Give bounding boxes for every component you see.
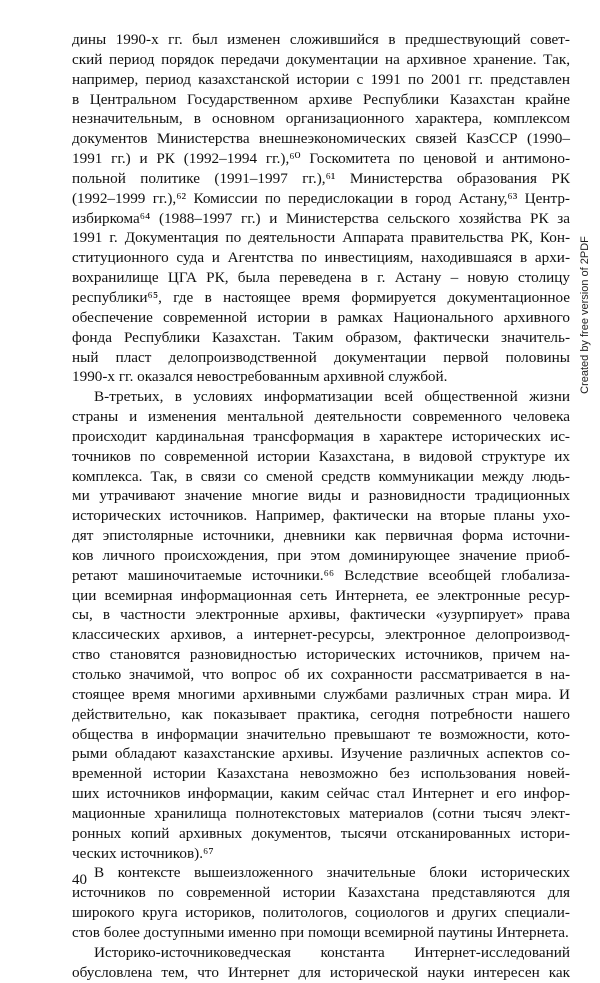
text-line: незначительным, в основном организационного характера, комплексом <box>72 110 570 128</box>
text-line: страны и изменения ментальной деятельности современного человека <box>72 408 570 426</box>
text-line: В-третьих, в условиях информатизации всей общественной жизни <box>94 388 570 406</box>
watermark-text: Created by free version of 2PDF <box>579 236 591 394</box>
text-line: временной истории Казахстана невозможно без использования новей- <box>72 765 570 783</box>
text-line: рыми обладают казахстанские архивы. Изучение различных аспектов со- <box>72 745 570 763</box>
text-line: ство становятся разновидностью исторических источников, причем на- <box>72 646 570 664</box>
paragraph-third-point <box>72 387 570 863</box>
text-line: вохранилище ЦГА РК, была переведена в г. Астану – новую столицу <box>72 269 570 287</box>
text-line: избиркома⁶⁴ (1988–1997 гг.) и Министерства сельского хозяйства РК за <box>72 209 570 227</box>
body-text <box>72 30 570 983</box>
text-line: ронных копий архивных документов, тысячи отсканированных истори- <box>72 824 570 842</box>
page-number: 40 <box>72 872 87 888</box>
text-line: В контексте вышеизложенного значительные блоки исторических <box>94 864 570 882</box>
text-line: столько значимой, что вопрос об их сохранности рассматривается в на- <box>72 666 570 683</box>
text-line: ституционного суда и Агентства по инвестициям, находившаяся в архи- <box>72 249 570 267</box>
text-line: стов более доступными именно при помощи всемирной паутины Интернета. <box>72 923 569 941</box>
text-line: (1992–1999 гг.),⁶² Комиссии по передислокации в город Астану,⁶³ Центр- <box>72 189 570 207</box>
text-line: обусловлена тем, что Интернет для исторической науки интересен как <box>72 963 570 981</box>
text-line: широкого круга историков, политологов, социологов и других специали- <box>72 904 570 922</box>
text-line: ков личного происхождения, при этом доминирующее значение приоб- <box>72 546 570 564</box>
text-line: общества в информации значительно превышают те возможности, кото- <box>72 725 570 743</box>
text-line: 1990-х гг. оказался невостребованным архивной службой. <box>72 368 448 386</box>
text-line: документов Министерства внешнеэкономических связей КазССР (1990– <box>72 130 570 148</box>
text-line: Историко-источниковедческая константа Интернет-исследований <box>94 943 570 961</box>
text-line: дят эпистолярные источники, дневники как первичная форма источни- <box>72 527 570 545</box>
text-line: 1991 гг.) и РК (1992–1994 гг.),⁶⁰ Госкомитета по ценовой и антимоно- <box>72 150 570 168</box>
text-line: происходит кардинальная трансформация в характере исторических ис- <box>72 427 570 445</box>
text-line: польной политике (1991–1997 гг.),⁶¹ Министерства образования РК <box>72 169 570 187</box>
text-line: мационные хранилища полнотекстовых материалов (сотни тысяч элект- <box>72 804 570 822</box>
text-line: комплекса. Так, в связи со сменой средств коммуникации между людь- <box>72 467 570 485</box>
text-line: действительно, как показывает практика, сегодня потребности нашего <box>72 705 570 723</box>
text-line: ческих источников).⁶⁷ <box>72 844 214 862</box>
text-line: в Центральном Государственном архиве Республики Казахстан крайне <box>72 90 570 108</box>
text-line: ретают машиночитаемые источники.⁶⁶ Вследствие всеобщей глобализа- <box>72 566 570 584</box>
text-line: например, период казахстанской истории с 1991 по 2001 гг. представлен <box>72 70 570 88</box>
text-line: сы, в частности электронные архивы, фактически «узурпирует» права <box>72 606 570 624</box>
text-line: фонда Республики Казахстан. Таким образом, фактически значитель- <box>72 328 570 346</box>
watermark <box>579 210 591 420</box>
text-line: обеспечение современной истории в рамках Национального архивного <box>72 308 570 326</box>
paragraph-archive-transfer <box>72 30 570 387</box>
text-line: классических архивов, а интернет-ресурсы, электронное делопроизвод- <box>72 626 570 644</box>
paragraph-internet-constant <box>72 943 570 983</box>
text-line: ный пласт делопроизводственной документации первой половины <box>72 348 570 366</box>
text-line: исторических источников. Например, фактически на вторые планы ухо- <box>72 507 570 525</box>
text-line: стоящее время многими архивными службами различных стран мира. И <box>72 685 570 703</box>
text-line: точников по современной истории Казахстана, в видовой структуре их <box>72 447 570 465</box>
text-line: ших источников информации, каким сейчас стал Интернет и его инфор- <box>72 785 570 803</box>
text-line: дины 1990-х гг. был изменен сложившийся в предшествующий совет- <box>72 31 570 48</box>
text-line: ский период порядок передачи документации на архивное хранение. Так, <box>72 50 570 68</box>
text-line: ции всемирная информационная сеть Интернета, ее электронные ресур- <box>72 586 570 604</box>
text-line: республики⁶⁵, где в настоящее время формируется документационное <box>72 288 570 306</box>
text-line: 1991 г. Документация по деятельности Аппарата правительства РК, Кон- <box>72 229 570 247</box>
text-line: ми утрачивают значение многие виды и разновидности традиционных <box>72 487 570 505</box>
paragraph-context <box>72 863 570 942</box>
text-line: источников по современной истории Казахстана представляются для <box>72 884 570 902</box>
